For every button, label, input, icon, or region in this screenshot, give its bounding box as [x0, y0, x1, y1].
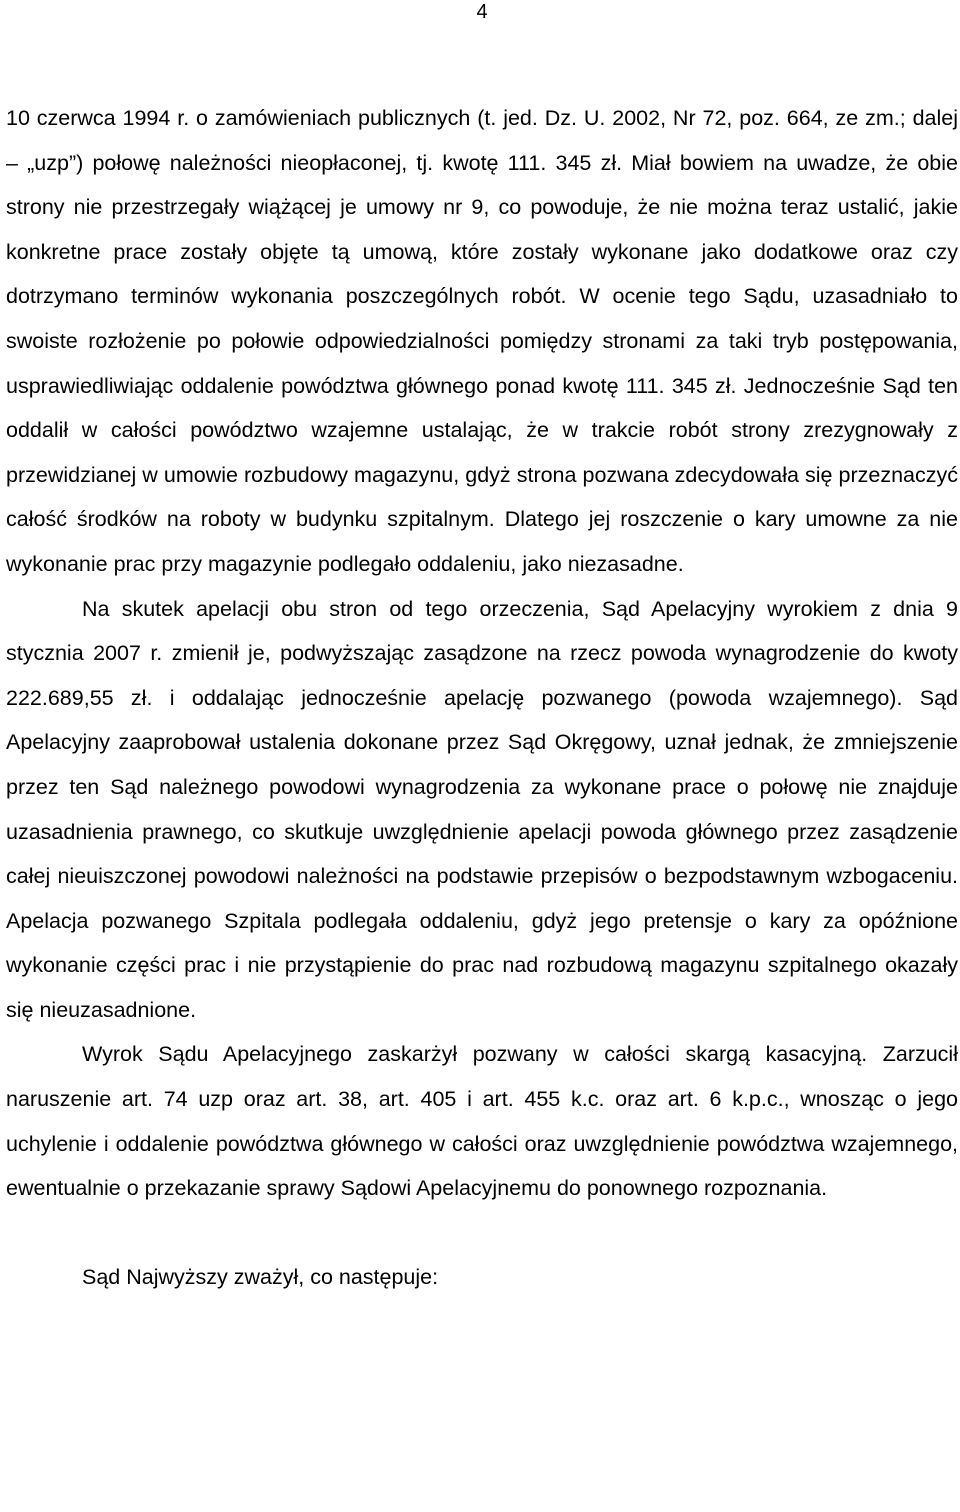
paragraph-appeal-ruling: Na skutek apelacji obu stron od tego orzeczenia, Sąd Apelacyjny wyrokiem z dnia 9 stycznia 2007 r. zmienił je, podwyższając zasądzone na rzecz powoda wynagrodzenie do kwoty 222.689,55 zł. i oddalając jednocześnie apelację pozwanego (powoda wzajemnego). Sąd Apelacyjny zaaprobował ustalenia dokonane przez Sąd Okręgowy, uznał jednak, że zmniejszenie przez ten Sąd należnego powodowi wynagrodzenia za wykonane prace o połowę nie znajduje uzasadnienia prawnego, co skutkuje uwzględnienie apelacji powoda głównego przez zasądzenie całej nieuiszczonej powodowi należności na podstawie przepisów o bezpodstawnym wzbogaceniu. Apelacja pozwanego Szpitala podlegała oddaleniu, gdyż jego pretensje o kary za opóźnione wykonanie części prac i nie przystąpienie do prac nad rozbudową magazynu szpitalnego okazały się nieuzasadnione.	[6, 596, 958, 1022]
page-number: 4	[476, 1, 488, 23]
paragraph-first-instance-ruling: 10 czerwca 1994 r. o zamówieniach publicznych (t. jed. Dz. U. 2002, Nr 72, poz. 664, ze zm.; dalej – „uzp”) połowę należności nieopłaconej, tj. kwotę 111. 345 zł. Miał bowiem na uwadze, że obie strony nie przestrzegały wiążącej je umowy nr 9, co powoduje, że nie można teraz ustalić, jakie konkretne prace zostały objęte tą umową, które zostały wykonane jako dodatkowe oraz czy dotrzymano terminów wykonania poszczególnych robót. W ocenie tego Sądu, uzasadniało to swoiste rozłożenie po połowie odpowiedzialności pomiędzy stronami za taki tryb postępowania, usprawiedliwiając oddalenie powództwa głównego ponad kwotę 111. 345 zł. Jednocześnie Sąd ten oddalił w całości powództwo wzajemne ustalając, że w trakcie robót strony zrezygnowały z przewidzianej w umowie rozbudowy magazynu, gdyż strona pozwana zdecydowała się przeznaczyć całość środków na roboty w budynku szpitalnym. Dlatego jej roszczenie o kary umowne za nie wykonanie prac przy magazynie podlegało oddaleniu, jako niezasadne.	[6, 106, 958, 576]
closing-heading: Sąd Najwyższy zważył, co następuje:	[82, 1265, 439, 1290]
paragraph-cassation-complaint: Wyrok Sądu Apelacyjnego zaskarżył pozwany w całości skargą kasacyjną. Zarzucił naruszenie art. 74 uzp oraz art. 38, art. 405 i art. 455 k.c. oraz art. 6 k.p.c., wnosząc o jego uchylenie i oddalenie powództwa głównego w całości oraz uwzględnienie powództwa wzajemnego, ewentualnie o przekazanie sprawy Sądowi Apelacyjnemu do ponownego rozpoznania.	[6, 1042, 958, 1201]
document-body	[6, 96, 958, 1300]
